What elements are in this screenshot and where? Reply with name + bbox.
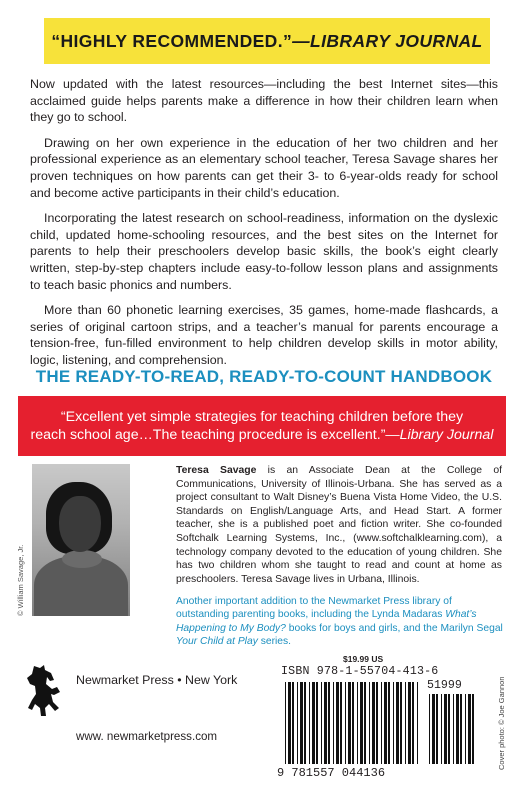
barcode-bar [448,694,450,764]
banner-source: —LIBRARY JOURNAL [292,30,483,51]
barcode-bar [364,682,366,764]
barcode-bar [441,694,442,764]
description-paragraph-1: Now updated with the latest resources—including the best Internet sites—this acclaimed guide helps parents make a difference in how their children learn when they go to school. [30,77,498,125]
barcode-block [277,654,481,796]
barcode-bar [312,682,315,764]
barcode-bar [348,682,351,764]
publisher-logo [24,664,64,718]
barcode-bar [352,682,354,764]
barcode-bar [405,682,406,764]
barcode-bar [316,682,318,764]
review-banner [18,396,506,456]
barcode-bar [468,694,471,764]
promo-title-2: Your Child at Play [176,636,258,648]
barcode-bar [328,682,330,764]
barcode-bar [432,694,435,764]
barcode-bar [292,682,294,764]
barcode-bar [360,682,363,764]
barcode-bar [384,682,387,764]
barcode-bar [333,682,334,764]
barcode-bar [381,682,382,764]
promo-text-1: Another important addition to the Newmarket Press library of outstanding parenting books, including the Lynda Madaras [176,596,452,621]
barcode-bar [460,694,462,764]
barcode-bar [357,682,358,764]
barcode-bar [429,694,430,764]
author-photo [32,464,130,616]
barcode-bar [324,682,327,764]
review-line-2 [31,426,494,444]
series-promo [176,595,504,649]
barcode-bar [304,682,306,764]
review-line-2-text: reach school age…The teaching procedure is excellent.” [30,427,386,443]
description-paragraph-3: Incorporating the latest research on school-readiness, information on the dyslexic child, updated home-schooling resources, and the best sites on the Internet for parents to help their preschoolers develop basic skills, the book’s eight clearly written, step-by-step chapters include easy-to-follow lesson plans and assignments to teach basic phonics and numbers. [30,211,498,292]
barcode-bar [412,682,414,764]
isbn-label: ISBN 978-1-55704-413-6 [281,665,439,678]
author-bio-text: is an Associate Dean at the College of Communications, University of Illinois-Urbana. She has served as a project consultant to Walt Disney’s Buena Vista Home Video, the U.S. Standards on English/Language Arts, and Head Start. A former teacher, she is a published poet and fiction writer. She co-founded Softchalk Learning Systems, Inc., (www.softchalklearning.com), a technology company devoted to the education of young children. She has two children whom she taught to read and count at home as preschoolers. Teresa Savage lives in Urbana, Illinois. [176,465,502,585]
handbook-title: THE READY-TO-READ, READY-TO-COUNT HANDBOOK [35,367,493,386]
barcode-bar [376,682,378,764]
promo-title-1: What’s Happening to My Body? [176,609,477,634]
review-line-1: “Excellent yet simple strategies for teaching children before they [60,409,464,425]
barcode-bar [393,682,394,764]
barcode-bar [444,694,447,764]
barcode-bar [408,682,411,764]
barcode-bar [285,682,286,764]
price-addon-number: 51999 [427,679,462,692]
photo-credit: © William Savage, Jr. [16,544,25,616]
barcode-bar [297,682,298,764]
logo-horse [27,665,60,716]
promo-text-2: books for boys and girls, and the Marilyn Segal [285,622,503,634]
barcode-bar [369,682,370,764]
ean-barcode [285,682,421,764]
cover-photo-credit: Cover photo: © Joe Gannon [497,676,506,770]
barcode-bar [388,682,390,764]
ean-digits: 9 781557 044136 [277,766,386,780]
price-label: $19.99 US [343,654,384,664]
barcode-bar [321,682,322,764]
barcode-bar [396,682,399,764]
author-bio [176,464,502,586]
photo-collar [62,550,102,568]
author-name: Teresa Savage [176,465,257,476]
recommendation-banner [44,18,490,64]
promo-text-3: series. [257,636,292,648]
barcode-bar [465,694,466,764]
barcode-bar [472,694,474,764]
barcode-bar [288,682,291,764]
banner-quote: “HIGHLY RECOMMENDED.” [51,30,293,51]
barcode-bar [436,694,438,764]
review-source: —Library Journal [385,427,494,443]
barcode-bar [372,682,375,764]
description-paragraph-2: Drawing on her own experience in the education of her two children and her professional experience as an elementary school teacher, Teresa Savage shares her proven techniques on how parents can get their 3- to 6-year-olds ready for school and become active participants in their child’s education. [30,135,498,200]
barcode-bar [340,682,342,764]
description-paragraph-4: More than 60 phonetic learning exercises, 35 games, home-made flashcards, a series of original cartoon strips, and a teacher’s manual for parents encourage a tension-free, fun-filled environment to help children develop skills in motor ability, logic, listening, and comprehension. [30,303,498,367]
barcode-bar [345,682,346,764]
publisher-name: Newmarket Press • New York [76,673,238,687]
barcode-bar [336,682,339,764]
book-description [30,76,498,378]
barcode-bar [400,682,402,764]
barcode-bar [456,694,459,764]
barcode-bar [309,682,310,764]
photo-face [59,496,101,552]
barcode-bar [300,682,303,764]
barcode-bar [417,682,418,764]
publisher-website: www. newmarketpress.com [76,730,218,743]
addon-barcode [429,694,477,764]
barcode-bar [453,694,454,764]
